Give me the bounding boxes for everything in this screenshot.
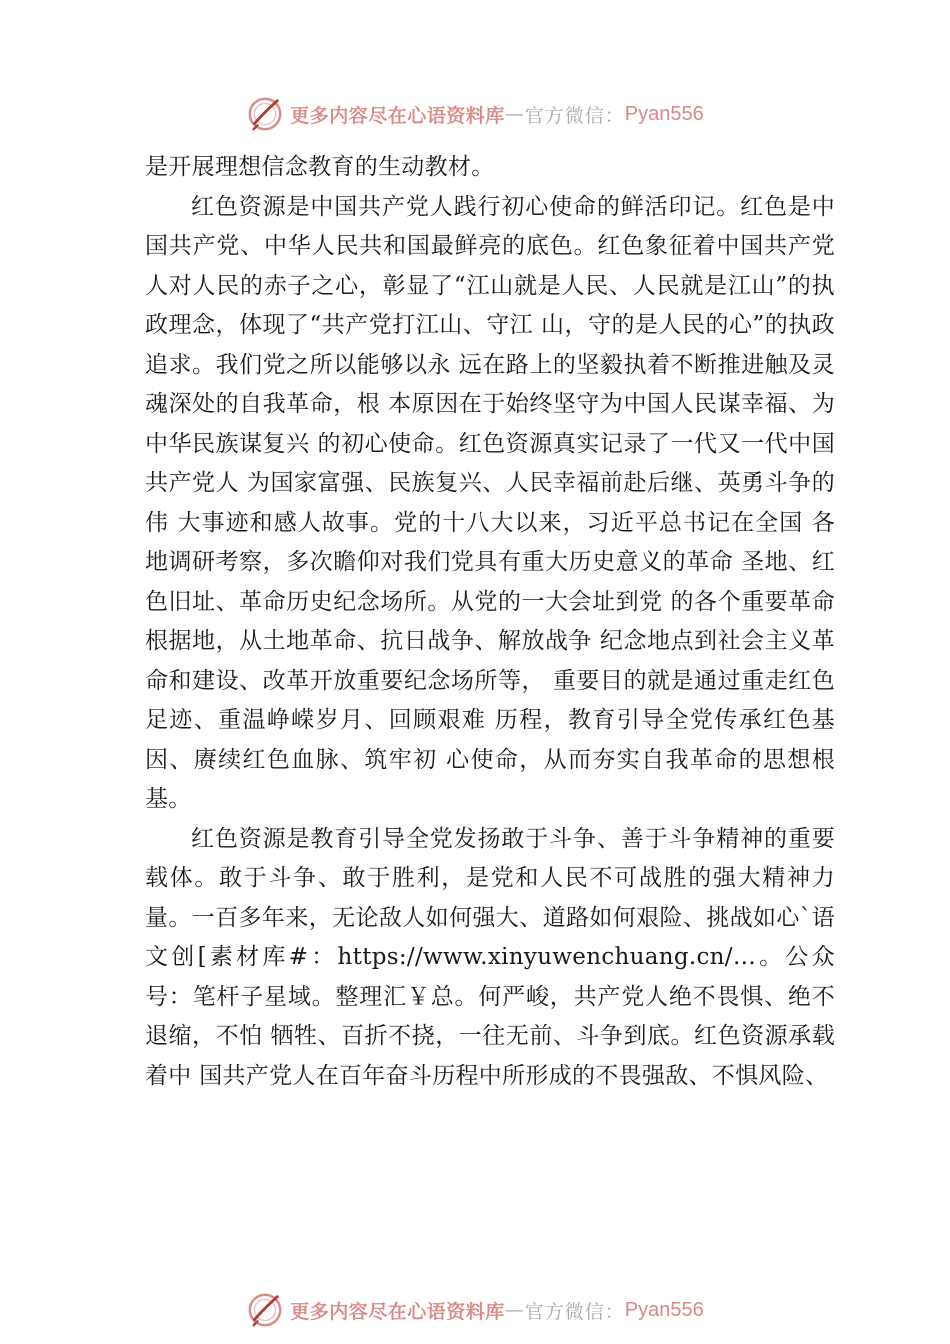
header-wechat-label: 官方微信： bbox=[524, 104, 625, 127]
footer-separator: — bbox=[504, 1299, 525, 1321]
header-banner bbox=[0, 94, 950, 134]
header-wechat-id: Pyan556 bbox=[624, 102, 704, 125]
footer-brand-text: 更多内容尽在心语资料库 bbox=[290, 1300, 505, 1323]
paragraph-red-resources-mark: 红色资源是中国共产党人践行初心使命的鲜活印记。红色是中国共产党、中华人民共和国最鲜亮的底色。红色象征着中国共产党人对人民的赤子之心，彰显了“江山就是人民、人民就是江山”的执政理念，体现了“共产党打江山、守江 山，守的是人民的心”的执政追求。我们党之所以能够以永 远在路上的坚毅执着不断推进触及灵魂深处的自我革命，根 本原因在于始终坚守为中国人民谋幸福、为中华民族谋复兴 的初心使命。红色资源真实记录了一代又一代中国共产党人 为国家富强、民族复兴、人民幸福前赴后继、英勇斗争的伟 大事迹和感人故事。党的十八大以来，习近平总书记在全国 各地调研考察，多次瞻仰对我们党具有重大历史意义的革命 圣地、红色旧址、革命历史纪念场所。从党的一大会址到党 的各个重要革命根据地，从土地革命、抗日战争、解放战争 纪念地点到社会主义革命和建设、改革开放重要纪念场所等， 重要目的就是通过重走红色足迹、重温峥嵘岁月、回顾艰难 历程，教育引导全党传承红色基因、赓续红色血脉、筑牢初 心使命，从而夯实自我革命的思想根基。 bbox=[145, 193, 835, 812]
header-brand-text: 更多内容尽在心语资料库 bbox=[290, 104, 505, 127]
paragraph-continuation: 是开展理想信念教育的生动教材。 bbox=[145, 154, 495, 180]
footer-wechat-id: Pyan556 bbox=[624, 1298, 704, 1321]
paragraph-red-resources-struggle: 红色资源是教育引导全党发扬敢于斗争、善于斗争精神的重要载体。敢于斗争、敢于胜利，是党和人民不可战胜的强大精神力量。一百多年来，无论敌人如何强大、道路如何艰险、挑战如心`语文创[素材库#：https://www.xinyuwenchuang.cn/…。公众号：笔杆子星域。整理汇￥总。何严峻，共产党人绝不畏惧、绝不退缩，不怕 牺牲、百折不挠，一往无前、斗争到底。红色资源承载着中 国共产党人在百年奋斗历程中所形成的不畏强敌、不惧风险、 bbox=[145, 825, 835, 1089]
header-separator: — bbox=[504, 103, 525, 125]
brush-logo-icon bbox=[246, 95, 284, 133]
document-body bbox=[145, 148, 835, 1096]
footer-banner bbox=[0, 1290, 950, 1330]
brush-logo-icon bbox=[246, 1291, 284, 1329]
footer-wechat-label: 官方微信： bbox=[524, 1300, 625, 1323]
